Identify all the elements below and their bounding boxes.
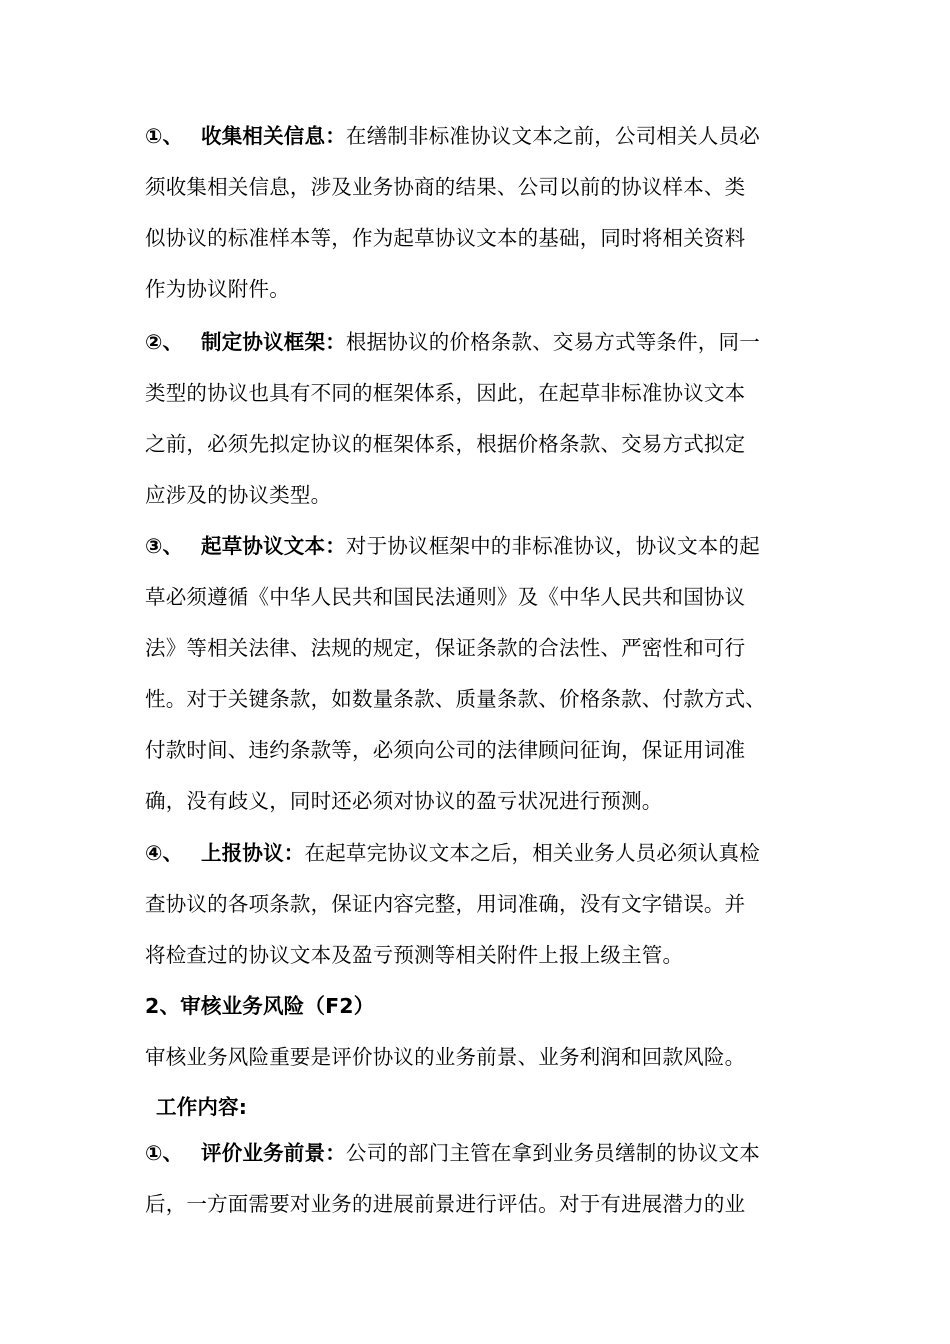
item-text: 根据协议的价格条款、交易方式等条件，同一: [345, 330, 760, 354]
item-title: 收集相关信息：: [201, 124, 346, 148]
item-report-line-1: [145, 833, 760, 873]
item-framework-line-4: 应涉及的协议类型。: [145, 483, 332, 507]
item-evaluate-line-2: 后，一方面需要对业务的进展前景进行评估。对于有进展潜力的业: [145, 1192, 746, 1216]
item-title: 上报协议：: [201, 841, 305, 865]
section-heading: 2、审核业务风险（F2）: [145, 994, 375, 1018]
item-report-line-2: 查协议的各项条款，保证内容完整，用词准确，没有文字错误。并: [145, 892, 746, 916]
item-collect-info-line-1: [145, 116, 760, 156]
item-number: ③、: [145, 534, 184, 558]
item-framework-line-1: [145, 322, 760, 362]
item-draft-line-6: 确，没有歧义，同时还必须对协议的盈亏状况进行预测。: [145, 789, 663, 813]
item-report-line-3: 将检查过的协议文本及盈亏预测等相关附件上报上级主管。: [145, 943, 684, 967]
item-draft-line-1: [145, 526, 760, 566]
item-number: ④、: [145, 841, 184, 865]
section-intro: 审核业务风险重要是评价协议的业务前景、业务利润和回款风险。: [145, 1045, 746, 1069]
item-number: ②、: [145, 330, 184, 354]
work-content-label: 工作内容:: [156, 1095, 248, 1119]
item-framework-line-3: 之前，必须先拟定协议的框架体系，根据价格条款、交易方式拟定: [145, 432, 746, 456]
item-draft-line-3: 法》等相关法律、法规的规定，保证条款的合法性、严密性和可行: [145, 636, 746, 660]
item-title: 起草协议文本：: [201, 534, 346, 558]
item-collect-info-line-4: 作为协议附件。: [145, 277, 290, 301]
item-framework-line-2: 类型的协议也具有不同的框架体系，因此，在起草非标准协议文本: [145, 381, 746, 405]
item-evaluate-line-1: [145, 1133, 760, 1173]
item-text: 在起草完协议文本之后，相关业务人员必须认真检: [304, 841, 760, 865]
item-number: ①、: [145, 124, 184, 148]
item-text: 对于协议框架中的非标准协议，协议文本的起: [345, 534, 760, 558]
item-number: ①、: [145, 1141, 184, 1165]
item-title: 评价业务前景：: [201, 1141, 346, 1165]
item-collect-info-line-3: 似协议的标准样本等，作为起草协议文本的基础，同时将相关资料: [145, 226, 746, 250]
item-draft-line-2: 草必须遵循《中华人民共和国民法通则》及《中华人民共和国协议: [145, 585, 746, 609]
item-draft-line-4: 性。对于关键条款，如数量条款、质量条款、价格条款、付款方式、: [145, 687, 766, 711]
item-title: 制定协议框架：: [201, 330, 346, 354]
item-collect-info-line-2: 须收集相关信息，涉及业务协商的结果、公司以前的协议样本、类: [145, 175, 746, 199]
item-text: 在缮制非标准协议文本之前，公司相关人员必: [345, 124, 760, 148]
item-draft-line-5: 付款时间、违约条款等，必须向公司的法律顾问征询，保证用词准: [145, 738, 746, 762]
item-text: 公司的部门主管在拿到业务员缮制的协议文本: [345, 1141, 760, 1165]
